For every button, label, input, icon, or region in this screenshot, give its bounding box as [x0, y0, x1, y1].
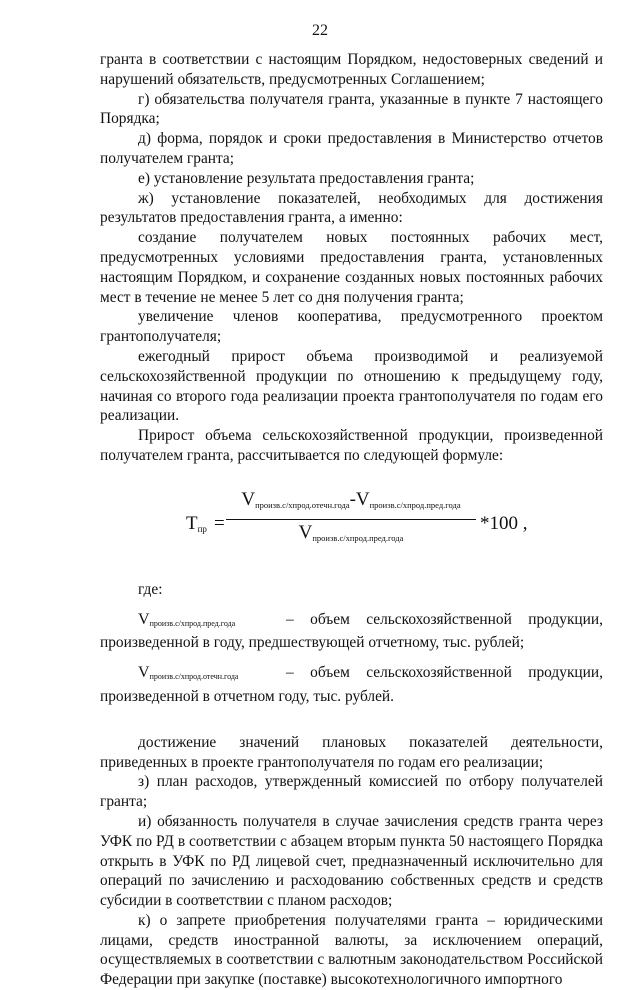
definition-text: – объем сельскохозяйственной продукции, произведенной в отчетном году, тыс. рублей.: [100, 664, 603, 705]
paragraph: ежегодный прирост объема производимой и реализуемой сельскохозяйственной продукции по отношению к предыдущему году, начиная со второго года реализации проекта грантополучателя по годам его реализации.: [100, 347, 603, 425]
document-body: [100, 50, 603, 990]
formula-fraction: [226, 490, 476, 549]
blank-gap: [100, 707, 603, 733]
formula-numerator: $V_{произв.с/хпрод.отечн.года}-V_{произв.с/хпрод.пред.года}$: [226, 490, 476, 520]
definition-symbol: $V_{произв.с/хпрод.пред.года}$: [138, 610, 236, 628]
definition-text: – объем сельскохозяйственной продукции, произведенной в году, предшествующей отчетному, тыс. рублей;: [100, 610, 603, 652]
paragraph: г) обязательства получателя гранта, указанные в пункте 7 настоящего Порядка;: [100, 90, 603, 128]
formula-lhs: $Т_{пр}$: [186, 512, 207, 534]
paragraph: Прирост объема сельскохозяйственной продукции, произведенной получателем гранта, рассчитывается по следующей формуле:: [100, 427, 603, 464]
paragraph: гранта в соответствии с настоящим Порядком, недостоверных сведений и нарушений обязательств, предусмотренных Соглашением;: [100, 51, 603, 88]
paragraph: достижение значений плановых показателей деятельности, приведенных в проекте грантополучателя по годам его реализации;: [100, 733, 603, 771]
definition-item: [100, 663, 603, 707]
definitions: [100, 610, 603, 707]
paragraph: е) установление результата предоставления гранта;: [138, 169, 475, 187]
paragraph: создание получателем новых постоянных рабочих мест, предусмотренных условиями предоставления гранта, установленных настоящим Порядком, и сохранение созданных новых постоянных рабочих мест в течение не менее 5 лет со дня получения гранта;: [100, 229, 603, 306]
paragraphs-bottom: [100, 733, 603, 990]
growth-formula: [100, 474, 603, 574]
paragraph: д) форма, порядок и сроки предоставления в Министерство отчетов получателем гранта;: [100, 130, 603, 167]
formula-denominator: $V_{произв.с/хпрод.пред.года}$: [298, 521, 404, 543]
definition-item: [100, 610, 603, 654]
paragraph: к) о запрете приобретения получателями гранта – юридическими лицами, средств иностранной валюты, за исключением операций, осуществляемых в соответствии с валютным законодательством Российской Федерации при закупке (поставке) высокотехнологичного импортного: [100, 911, 603, 989]
paragraph: ж) установление показателей, необходимых для достижения результатов предоставления гранта, а именно:: [100, 189, 603, 227]
paragraph: и) обязанность получателя в случае зачисления средств гранта через УФК по РД в соответствии с абзацем вторым пункта 50 настоящего Порядка открыть в УФК по РД лицевой счет, предназначенный исключительно для операций по зачислению и расходованию собственных средств и средств субсидии в соответствии с планом расходов;: [100, 812, 603, 910]
definition-symbol: $V_{произв.с/хпрод.отечн.года}$: [138, 664, 239, 682]
paragraphs-top: [100, 50, 603, 466]
formula-multiplier: *100 ,: [480, 512, 528, 534]
paragraph: увеличение членов кооператива, предусмотренного проектом грантополучателя;: [100, 308, 603, 346]
page-number: 22: [312, 22, 328, 39]
where-label: где:: [138, 580, 163, 598]
paragraph: з) план расходов, утвержденный комиссией по отбору получателей гранта;: [100, 773, 603, 811]
formula-equals: =: [214, 512, 225, 534]
